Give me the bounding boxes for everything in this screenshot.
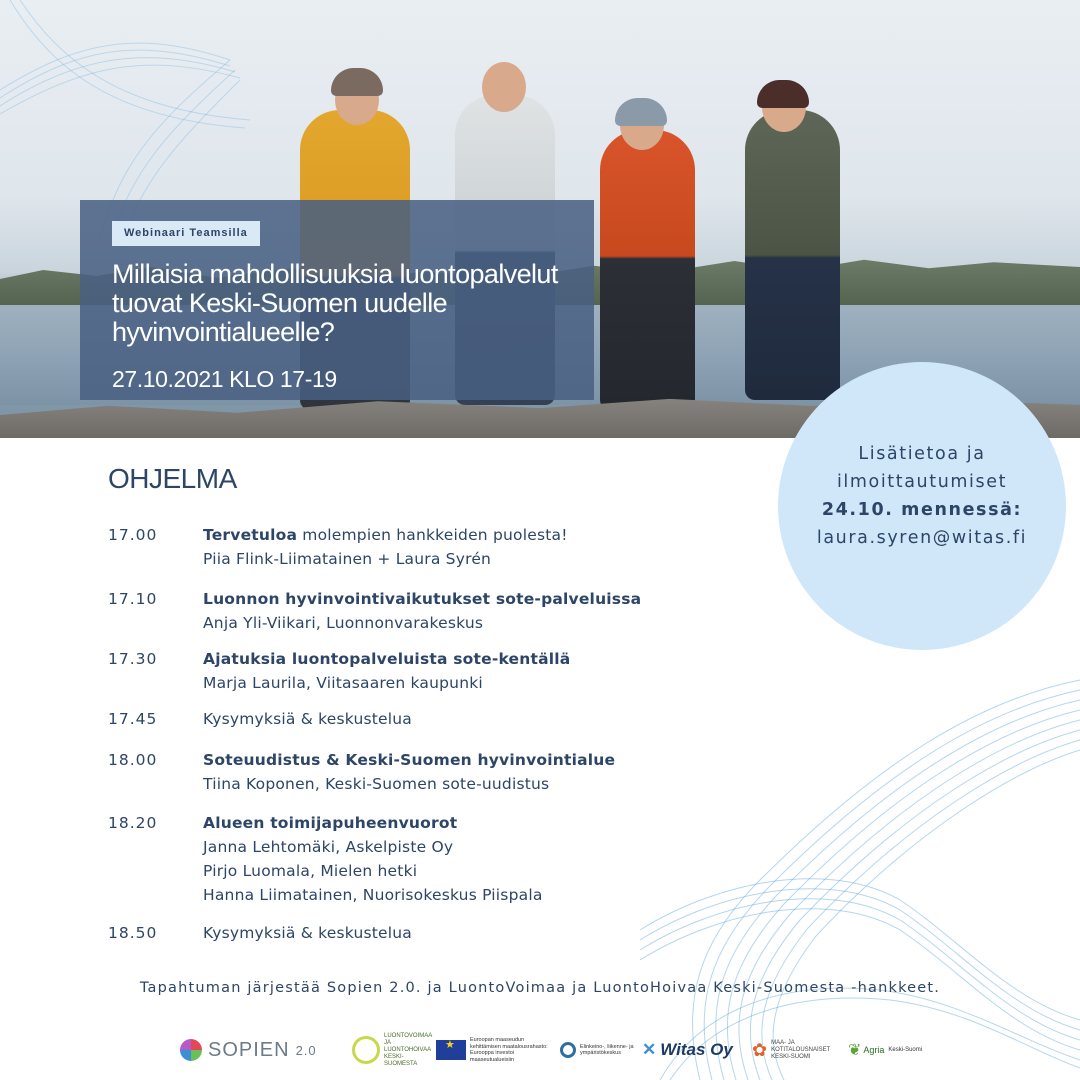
- head: [482, 62, 526, 112]
- person-green-jacket: [745, 110, 840, 400]
- program-time: 18.00: [108, 751, 158, 769]
- sopien-dots-icon: [180, 1039, 202, 1061]
- ely-mark-icon: [560, 1042, 576, 1058]
- beanie: [615, 98, 667, 126]
- partner-logos: [180, 1030, 940, 1070]
- program-topic-rest: molempien hankkeiden puolesta!: [297, 526, 568, 544]
- title-line: Millaisia mahdollisuuksia luontopalvelut: [112, 259, 558, 289]
- program-desc: [203, 647, 763, 695]
- program-time: 17.45: [108, 710, 158, 728]
- program-topic: Luonnon hyvinvointivaikutukset sote-palveluissa: [203, 590, 642, 608]
- beanie: [331, 68, 383, 96]
- program-speaker: Piia Flink-Liimatainen + Laura Syrén: [203, 550, 492, 568]
- eu-logo: ★ Euroopan maaseudun kehittämisen maatalousrahasto: Eurooppa investoi maaseutualueisiin: [436, 1030, 556, 1070]
- program-topic: Kysymyksiä & keskustelua: [203, 924, 413, 942]
- webinar-tag: Webinaari Teamsilla: [112, 221, 260, 246]
- program-speaker: Tiina Koponen, Keski-Suomen sote-uudistus: [203, 775, 550, 793]
- program-desc: [203, 921, 763, 945]
- program-topic: Ajatuksia luontopalveluista sote-kentällä: [203, 650, 571, 668]
- title-line: hyvinvointialueelle?: [112, 317, 335, 347]
- info-line: ilmoittautumiset: [836, 472, 1008, 492]
- program-speaker: Marja Laurila, Viitasaaren kaupunki: [203, 674, 483, 692]
- program-speaker: Anja Yli-Viikari, Luonnonvarakeskus: [203, 614, 484, 632]
- program-speaker: Janna Lehtomäki, Askelpiste Oy: [203, 838, 454, 856]
- program-time: 18.20: [108, 814, 158, 832]
- program-desc: [203, 523, 763, 571]
- luonto-ring-icon: [352, 1036, 380, 1064]
- agria-logo: ❦ Agria Keski-Suomi: [848, 1042, 923, 1059]
- organizer-note: Tapahtuman järjestää Sopien 2.0. ja LuontoVoimaa ja LuontoHoivaa Keski-Suomesta -hankkeet.: [139, 980, 941, 996]
- flower-icon: ✿: [752, 1039, 768, 1060]
- title-line: tuovat Keski-Suomen uudelle: [112, 288, 448, 318]
- luontovoimaa-logo: LUONTOVOIMAA JA LUONTOHOIVAA KESKI-SUOMESTA: [352, 1030, 430, 1070]
- program-time: 17.00: [108, 526, 158, 544]
- program-speaker: Hanna Liimatainen, Nuorisokeskus Piispala: [203, 886, 543, 904]
- program-time: 17.30: [108, 650, 158, 668]
- program-desc: [203, 748, 763, 796]
- program-topic: Tervetuloa: [203, 526, 298, 544]
- eu-flag-icon: [436, 1040, 466, 1060]
- program-time: 17.10: [108, 590, 158, 608]
- sopien-logo: SOPIEN 2.0: [180, 1030, 317, 1070]
- ely-logo: Elinkeino-, liikenne- ja ympäristökeskus: [560, 1030, 636, 1070]
- program-desc: [203, 811, 763, 907]
- program-topic: Kysymyksiä & keskustelua: [203, 710, 413, 728]
- program-desc: [203, 707, 763, 731]
- program-desc: [203, 587, 763, 635]
- program-speaker: Pirjo Luomala, Mielen hetki: [203, 862, 418, 880]
- witas-x-icon: ✕: [642, 1040, 657, 1059]
- event-date: 27.10.2021 KLO 17-19: [112, 366, 337, 392]
- program-time: 18.50: [108, 924, 158, 942]
- beanie: [757, 80, 809, 108]
- program-topic: Soteuudistus & Keski-Suomen hyvinvointialue: [203, 751, 616, 769]
- program-topic: Alueen toimijapuheenvuorot: [203, 814, 458, 832]
- program-heading: OHJELMA: [108, 463, 237, 494]
- info-text: [778, 440, 1066, 552]
- leaf-icon: ❦: [848, 1042, 862, 1059]
- witas-logo: ✕ Witas Oy: [642, 1040, 733, 1059]
- info-line: Lisätietoa ja: [858, 444, 986, 464]
- mtk-logo: ✿ MAA- JA KOTITALOUSNAISET KESKI-SUOMI: [752, 1039, 831, 1060]
- info-deadline: 24.10. mennessä:: [821, 500, 1023, 520]
- person-orange-jacket: [600, 130, 695, 410]
- event-title: [112, 260, 587, 347]
- contact-email[interactable]: laura.syren@witas.fi: [816, 528, 1028, 548]
